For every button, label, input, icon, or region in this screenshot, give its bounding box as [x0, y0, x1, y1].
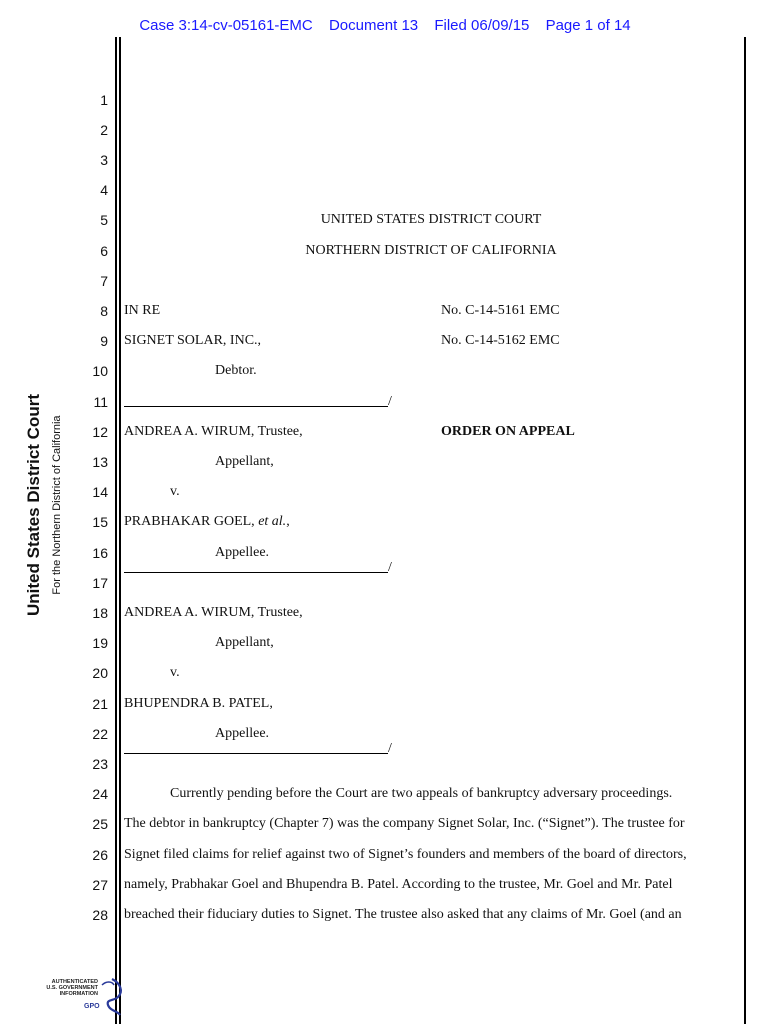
line-number: 6 — [100, 243, 108, 259]
line-number: 17 — [92, 575, 108, 591]
debtor-name: SIGNET SOLAR, INC., — [124, 333, 262, 348]
margin-rule-left-2 — [119, 37, 121, 1024]
case-number: Case 3:14-cv-05161-EMC — [139, 17, 313, 34]
party-trustee-2: ANDREA A. WIRUM, Trustee, — [124, 605, 303, 620]
caption-slash-2: / — [388, 560, 392, 575]
body-line: breached their fiduciary duties to Signet. The trustee also asked that any claims of Mr. Goel (and an — [124, 907, 682, 922]
document-number: Document 13 — [328, 17, 419, 34]
caption-divider-2 — [124, 572, 388, 573]
document-header — [0, 17, 770, 34]
body-line: Signet filed claims for relief against two of Signet’s founders and members of the board of directors, — [124, 847, 687, 862]
body-line: The debtor in bankruptcy (Chapter 7) was the company Signet Solar, Inc. (“Signet”). The trustee for — [124, 816, 685, 831]
versus-2: v. — [170, 665, 180, 680]
line-number: 7 — [100, 273, 108, 289]
line-number: 22 — [92, 726, 108, 742]
line-number: 28 — [92, 907, 108, 923]
line-number: 11 — [93, 394, 108, 410]
appellee-1-comma: , — [286, 514, 290, 529]
line-number: 25 — [92, 816, 108, 832]
line-number: 10 — [92, 363, 108, 379]
party-trustee-1: ANDREA A. WIRUM, Trustee, — [124, 424, 303, 439]
order-title: ORDER ON APPEAL — [441, 424, 575, 439]
line-number: 1 — [100, 92, 108, 108]
caption-divider-3 — [124, 753, 388, 754]
appellee-label-2: Appellee. — [215, 726, 270, 741]
line-number: 18 — [92, 605, 108, 621]
line-number: 14 — [92, 484, 108, 500]
line-number: 16 — [92, 545, 108, 561]
line-number: 19 — [92, 635, 108, 651]
page-indicator: Page 1 of 14 — [545, 17, 631, 34]
appellee-label-1: Appellee. — [215, 545, 270, 560]
seal-line-3: INFORMATION — [59, 991, 98, 997]
case-number-1: No. C-14-5161 EMC — [441, 303, 560, 318]
line-number: 24 — [92, 786, 108, 802]
line-number: 12 — [92, 424, 108, 440]
body-line: Currently pending before the Court are two appeals of bankruptcy adversary proceedings. — [170, 786, 673, 801]
versus-1: v. — [170, 484, 180, 499]
et-al: et al. — [258, 514, 287, 529]
appellant-label-1: Appellant, — [215, 454, 274, 469]
line-number: 27 — [92, 877, 108, 893]
district-sidebar-subtitle: For the Northern District of California — [51, 415, 63, 595]
line-number: 4 — [100, 182, 108, 198]
body-line: namely, Prabhakar Goel and Bhupendra B. Patel. According to the trustee, Mr. Goel and Mr. Patel — [124, 877, 673, 892]
case-number-2: No. C-14-5162 EMC — [441, 333, 560, 348]
party-appellee-2: BHUPENDRA B. PATEL, — [124, 696, 273, 711]
caption-divider-1 — [124, 406, 388, 407]
line-number: 5 — [100, 212, 108, 228]
appellant-label-2: Appellant, — [215, 635, 274, 650]
line-number: 2 — [100, 122, 108, 138]
debtor-label: Debtor. — [215, 363, 257, 378]
line-number: 21 — [92, 696, 108, 712]
court-name: UNITED STATES DISTRICT COURT — [320, 212, 542, 227]
margin-rule-right — [744, 37, 746, 1024]
caption-in-re: IN RE — [124, 303, 161, 318]
line-number: 8 — [100, 303, 108, 319]
line-number: 23 — [92, 756, 108, 772]
caption-slash-3: / — [388, 741, 392, 756]
party-appellee-1 — [124, 514, 290, 530]
line-number: 9 — [100, 333, 108, 349]
gpo-mark: GPO — [84, 1003, 100, 1010]
court-sidebar-title: United States District Court — [24, 394, 43, 616]
gpo-eagle-icon — [40, 975, 128, 1019]
line-number: 3 — [100, 152, 108, 168]
line-number: 26 — [92, 847, 108, 863]
appellee-1-name: PRABHAKAR GOEL, — [124, 514, 255, 529]
caption-slash-1: / — [388, 394, 392, 409]
margin-rule-left-1 — [115, 37, 117, 1024]
filed-date: Filed 06/09/15 — [434, 17, 530, 34]
seal-line-2: U.S. GOVERNMENT — [46, 985, 98, 991]
line-number: 15 — [92, 514, 108, 530]
court-district: NORTHERN DISTRICT OF CALIFORNIA — [305, 243, 557, 258]
line-number: 20 — [92, 665, 108, 681]
line-number: 13 — [92, 454, 108, 470]
gpo-authentication-seal — [40, 975, 128, 1019]
seal-line-1: AUTHENTICATED — [51, 979, 98, 985]
